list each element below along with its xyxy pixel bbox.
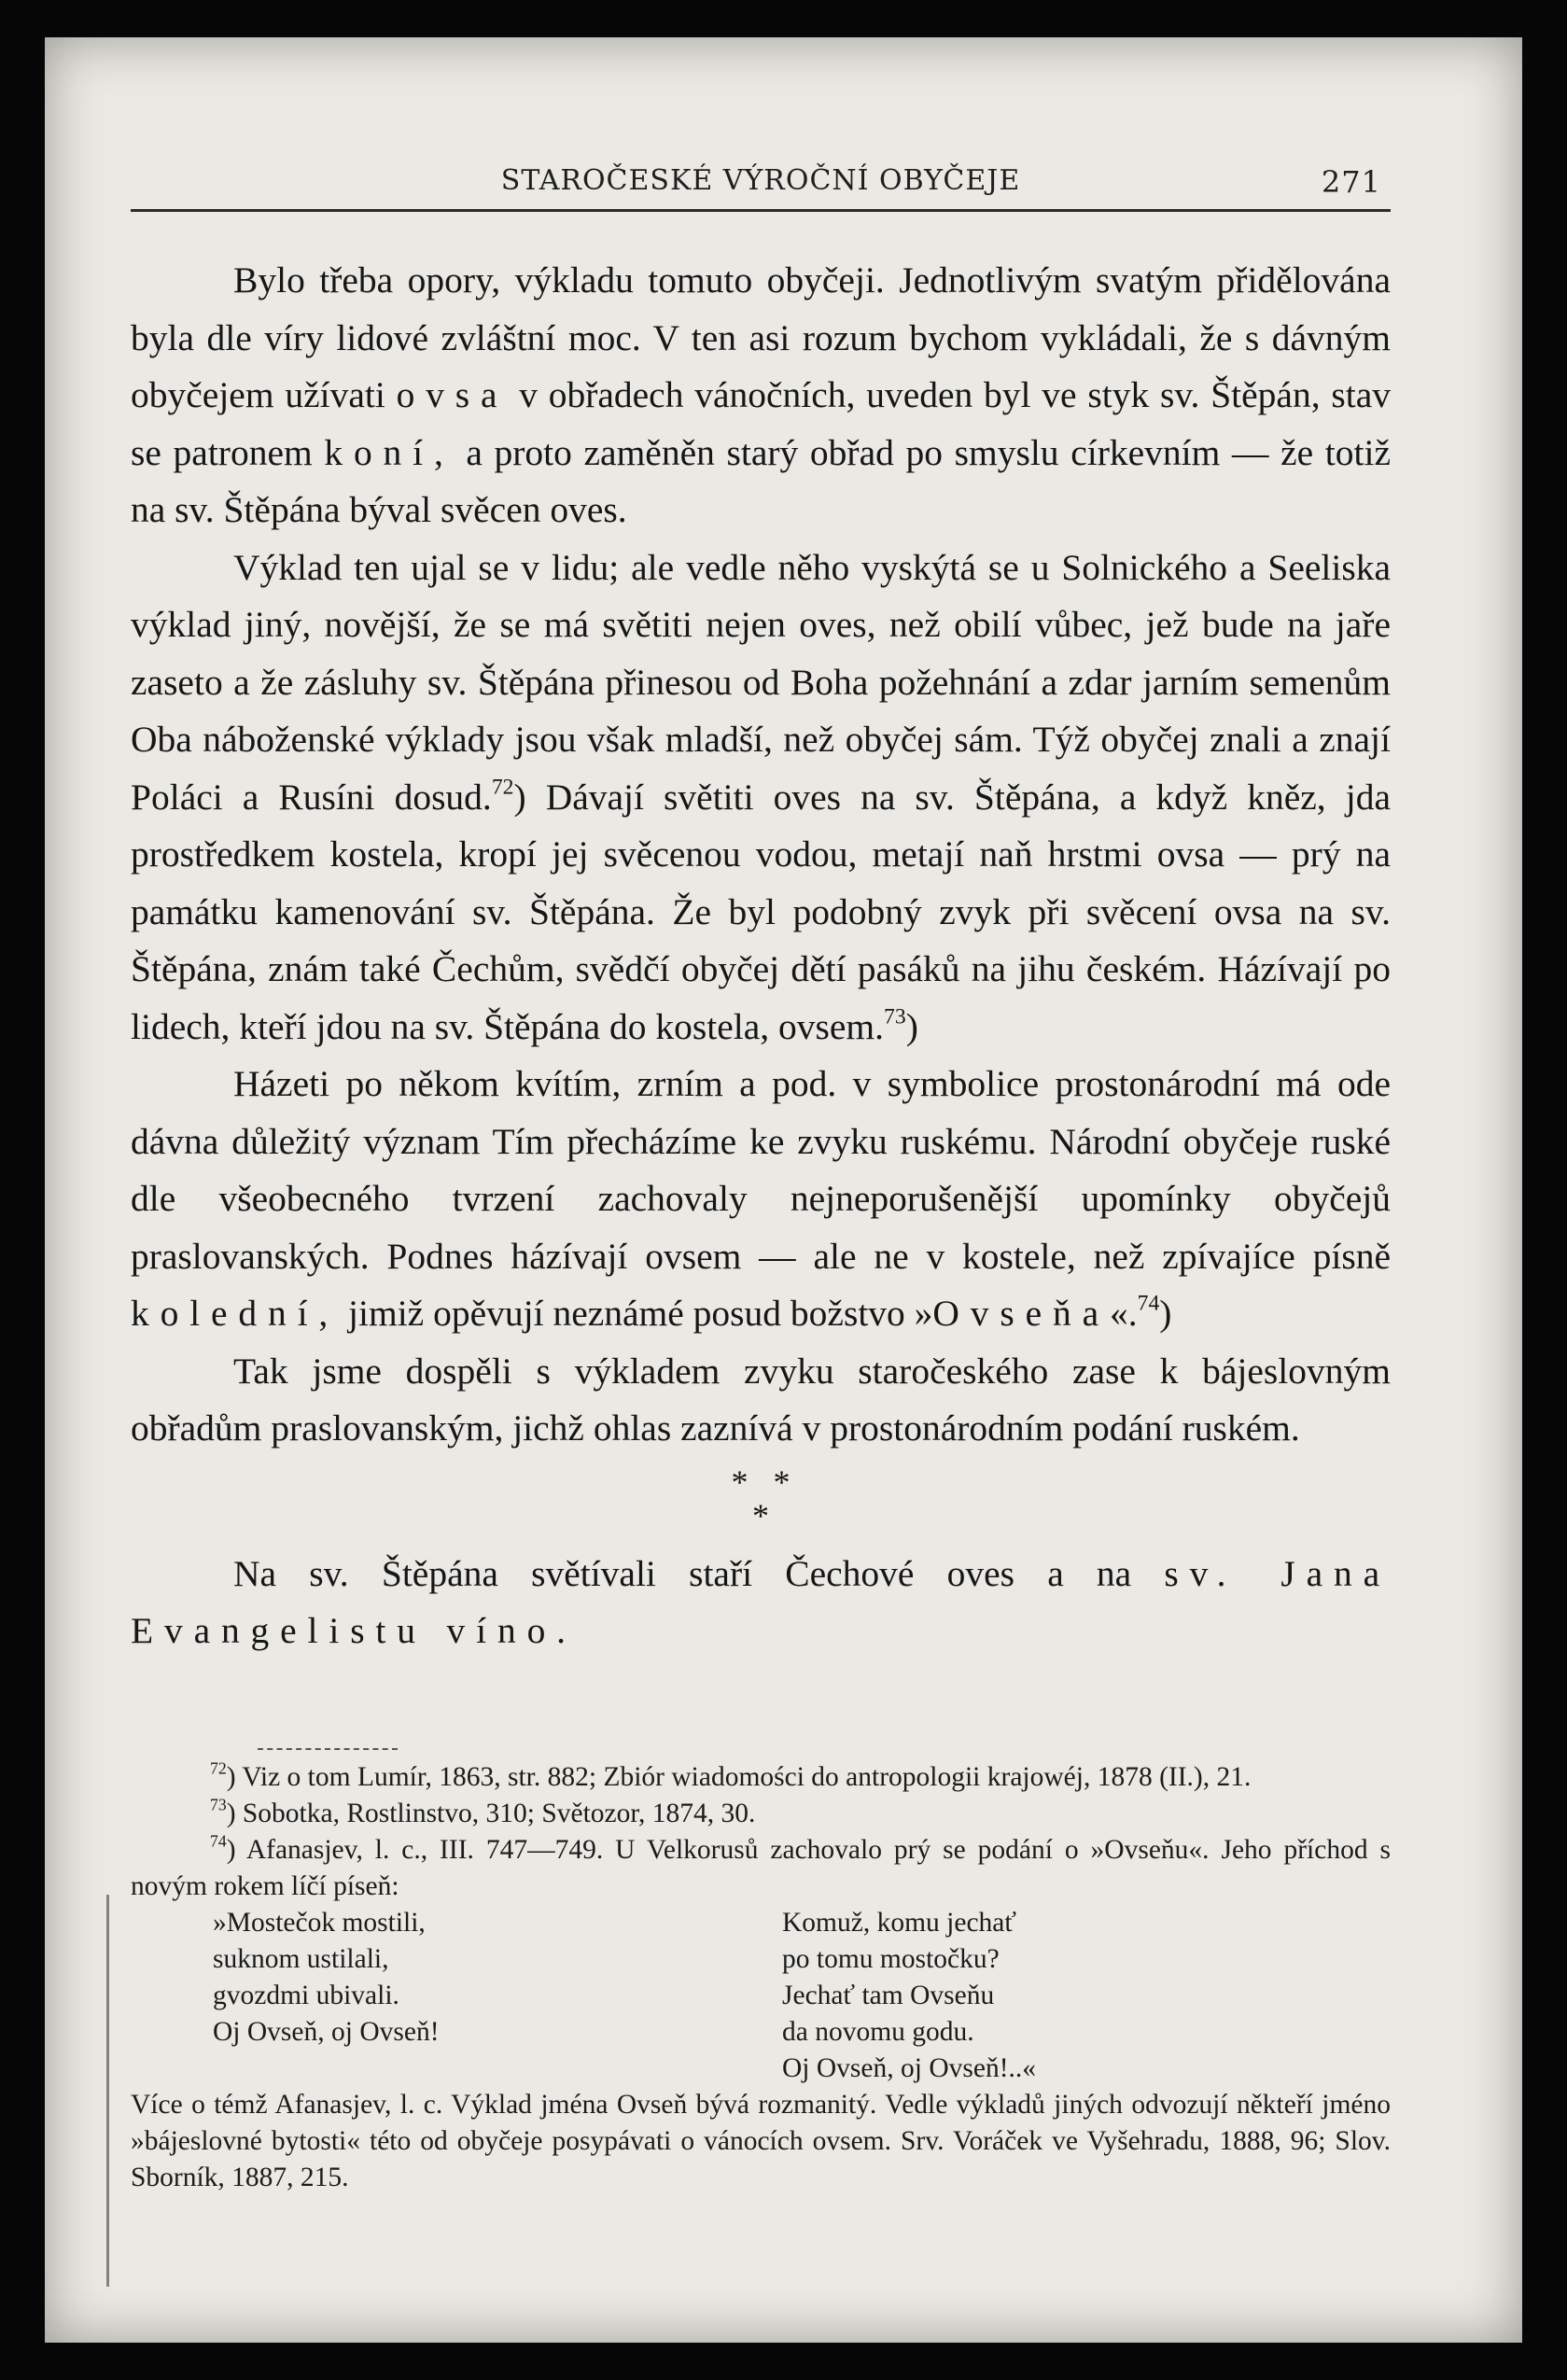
book-page bbox=[45, 37, 1522, 2343]
poem-right-column bbox=[782, 1905, 1267, 2087]
footnote-ref-74: 74 bbox=[1137, 1291, 1160, 1316]
footnote-73: $^{73}$) Sobotka, Rostlinstvo, 310; Světozor, 1874, 30. bbox=[210, 1795, 756, 1828]
poem-line: Jechať tam Ovseňu bbox=[782, 1981, 995, 2010]
section-divider-asterisks: * * * bbox=[731, 1463, 790, 1534]
paragraph-3: Házeti po někom kvítím, zrním a pod. v symbolice prostonárodní má ode dávna důležitý význam Tím přecházíme ke zvyku ruskému. Národní obyčeje ruské dle všeobecného tvrzení zachovaly nejneporušenější upomínky obyčejů praslovanských. Podnes házívají ovsem — ale ne v kostele, než zpívajíce písně kolední, jimiž opěvují neznámé posud božstvo »Ovseňa«.$^{74}$) bbox=[131, 1063, 1391, 1334]
footnote-74: $^{74}$) Afanasjev, l. c., III. 747—749. U Velkorusů zachovalo prý se podání o »Ovseňu«. Jeho příchod s novým rokem líčí píseň: bbox=[131, 1831, 1391, 1901]
poem-line: da novomu godu. bbox=[782, 2017, 974, 2047]
footnote-poem bbox=[213, 1905, 1391, 2087]
margin-mark bbox=[106, 1895, 109, 2287]
paragraph-2: Výklad ten ujal se v lidu; ale vedle něho vyskýtá se u Solnického a Seeliska výklad jiný, novější, že se má světiti nejen oves, než obilí vůbec, jež bude na jaře zaseto a že zásluhy sv. Štěpána přinesou od Boha požehnání a zdar jarním semenům Oba náboženské výklady jsou však mladší, než obyčej sám. Týž obyčej znali a znají Poláci a Rusíni dosud.$^{72}$) Dávají světiti oves na sv. Štěpána, a když kněz, jda prostředkem kostela, kropí jej svěcenou vodou, metají naň hrstmi ovsa — prý na památku kamenování sv. Štěpána. Že byl podobný zvyk při svěcení ovsa na sv. Štěpána, znám také Čechům, svědčí obyčej dětí pasáků na jihu českém. Házívají po lidech, kteří jdou na sv. Štěpána do kostela, ovsem.$^{73}$) bbox=[131, 546, 1391, 1047]
poem-line: Komuž, komu jechať bbox=[782, 1908, 1016, 1938]
paragraph-5: Na sv. Štěpána světívali staří Čechové oves a na sv. Jana Evangelistu víno. bbox=[131, 1552, 1392, 1651]
page-header bbox=[131, 161, 1391, 212]
footnote-ref-73: 73 bbox=[884, 1003, 906, 1029]
poem-line: Oj Ovseň, oj Ovseň! bbox=[213, 2017, 440, 2047]
paragraph-1: Bylo třeba opory, výkladu tomuto obyčeji. Jednotlivým svatým přidělována byla dle víry lidové zvláštní moc. V ten asi rozum bychom vykládali, že s dávným obyčejem užívati ovsa v obřadech vánočních, uveden byl ve styk sv. Štěpán, stav se patronem koní, a proto zaměněn starý obřad po smyslu církevním — že totiž na sv. Štěpána býval svěcen oves. bbox=[131, 259, 1391, 530]
footnote-ref-72: 72 bbox=[491, 774, 514, 799]
paragraph-4: Tak jsme dospěli s výkladem zvyku staročeského zase k bájeslovným obřadům praslovanským, jichž ohlas zaznívá v prostonárodním podání ruském. bbox=[131, 1350, 1391, 1449]
page-number: 271 bbox=[1321, 164, 1381, 200]
footnote-separator bbox=[258, 1748, 398, 1750]
poem-line: Oj Ovseň, oj Ovseň!..« bbox=[782, 2053, 1037, 2083]
footnotes bbox=[131, 1759, 1391, 2196]
footnote-74-continuation: Více o témž Afanasjev, l. c. Výklad jména Ovseň bývá rozmanitý. Vedle výkladů jiných odvozují někteří jméno »bájeslovné bytosti« této od obyčeje posypávati o vánocích ovsem. Srv. Voráček ve Vyšehradu, 1888, 96; Slov. Sborník, 1887, 215. bbox=[131, 2090, 1391, 2192]
main-text bbox=[131, 252, 1391, 1660]
poem-left-column bbox=[213, 1905, 754, 2087]
poem-line: suknom ustilali, bbox=[213, 1944, 389, 1974]
poem-line: »Mostečok mostili, bbox=[213, 1908, 426, 1938]
running-title: STAROČESKÉ VÝROČNÍ OBYČEJE bbox=[500, 164, 1021, 197]
poem-line: gvozdmi ubivali. bbox=[213, 1981, 399, 2010]
footnote-72: $^{72}$) Viz o tom Lumír, 1863, str. 882; Zbiór wiadomości do antropologii krajowéj, 1878 (II.), 21. bbox=[210, 1758, 1252, 1792]
poem-line: po tomu mostočku? bbox=[782, 1944, 1000, 1974]
